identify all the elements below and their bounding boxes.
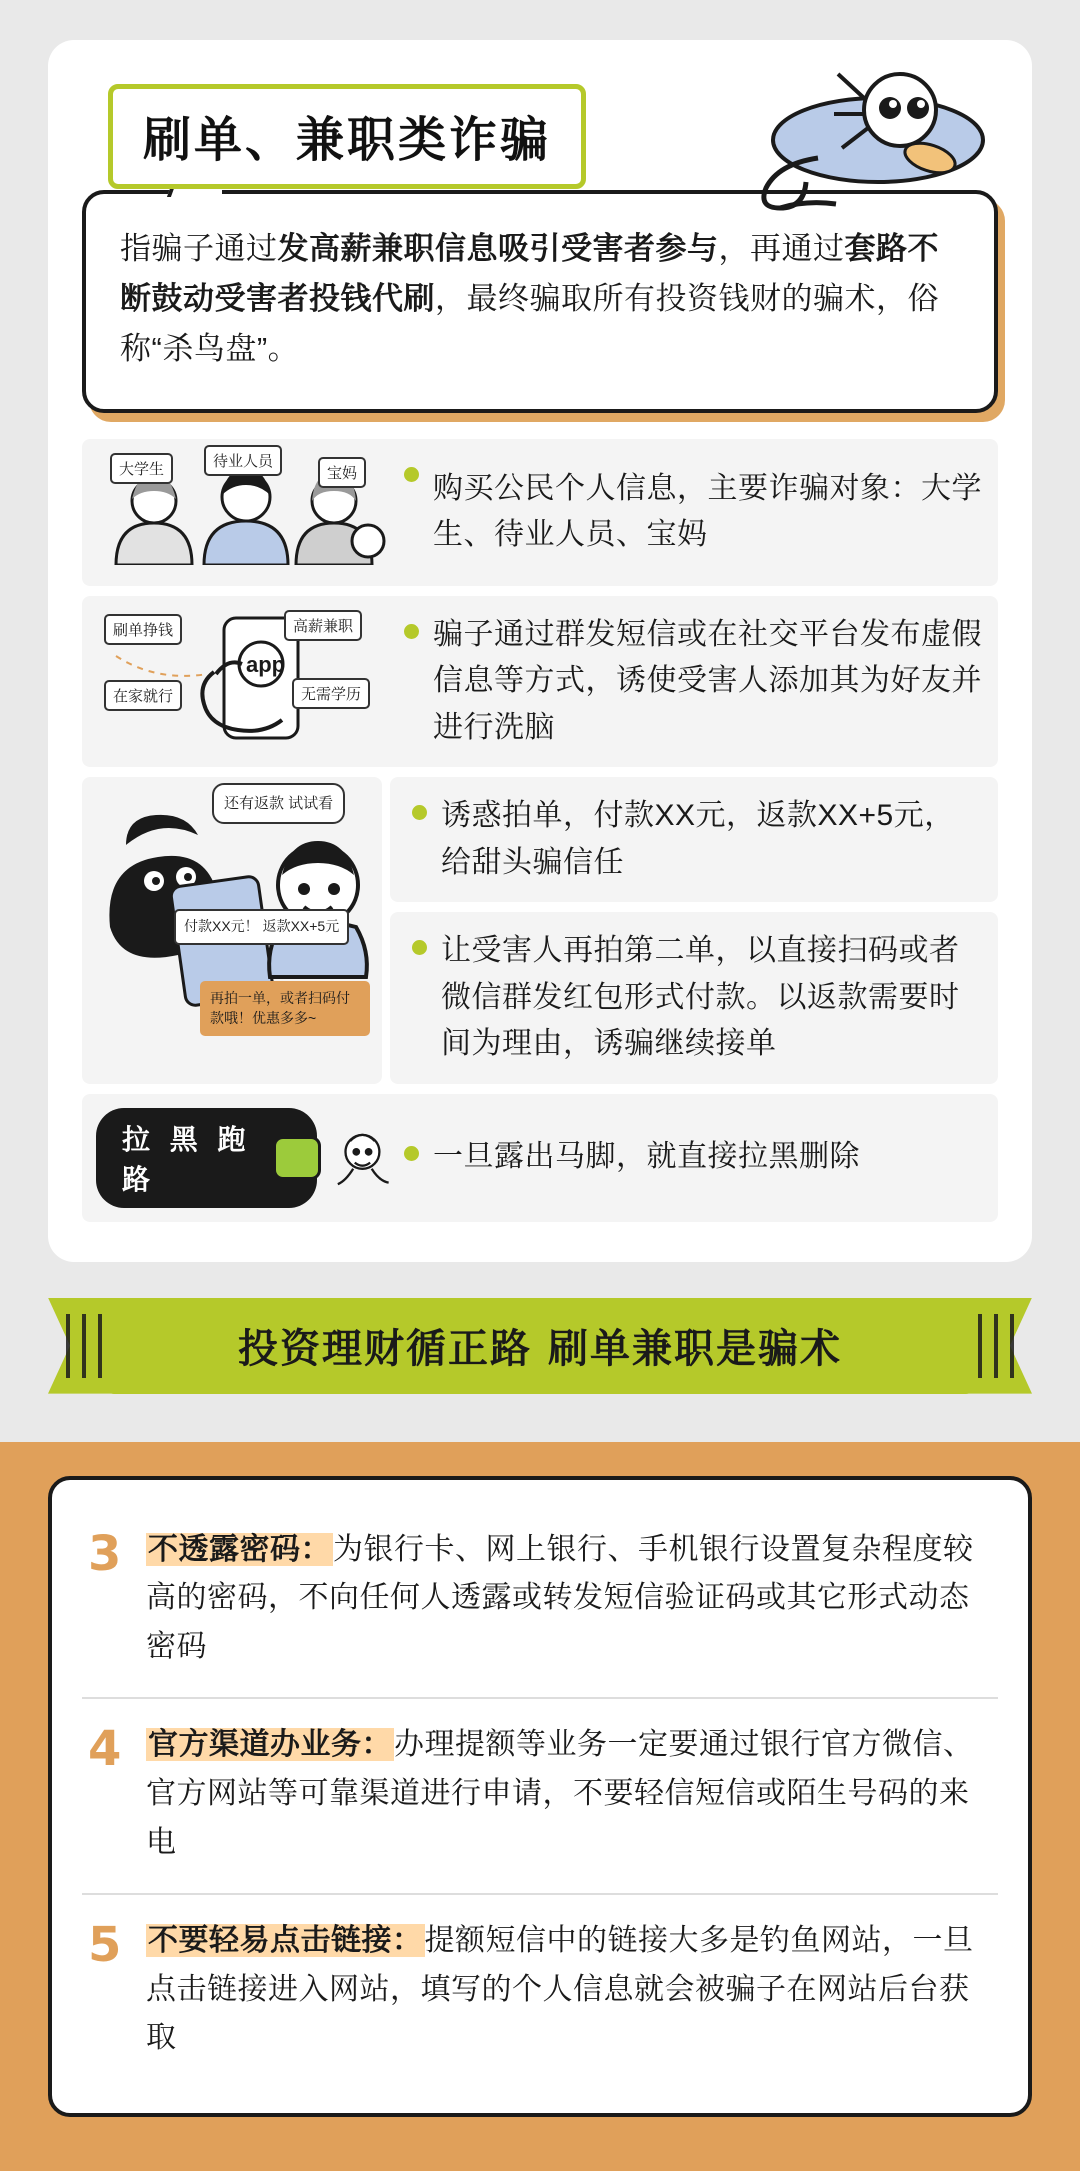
blacklist-row — [82, 1094, 998, 1222]
slogan-box — [108, 1298, 972, 1394]
tip-lead: 官方渠道办业务： — [148, 1728, 392, 1762]
tip-body — [146, 1526, 992, 1672]
tip-body — [146, 1721, 992, 1867]
tag-unemployed: 待业人员 — [204, 445, 282, 476]
three-people-illustration — [96, 452, 396, 570]
tip-number: 5 — [88, 1917, 122, 1974]
step-text-block — [404, 928, 984, 1068]
step-text: 诱惑拍单，付款XX元，返款XX+5元，给甜头骗信任 — [441, 799, 955, 879]
blacklist-label: 拉 黑 跑 路 — [122, 1123, 252, 1195]
definition-seg-5: ，最终骗取所有投资钱财的骗术，俗称“杀鸟盘”。 — [120, 281, 939, 367]
tip-detail: 为银行卡、网上银行、手机银行设置复杂程度较高的密码，不向任何人透露或转发短信验证码或其它形式动态密码 — [146, 1532, 974, 1663]
tip-detail: 提额短信中的链接大多是钓鱼网站，一旦点击链接进入网站，填写的个人信息就会被骗子在网站后台获取 — [146, 1924, 974, 2055]
hand-phone-illustration — [96, 612, 396, 752]
tip-body — [146, 1917, 992, 2063]
slogan-text: 投资理财循正路 刷单兼职是骗术 — [238, 1326, 842, 1373]
tag-college-student: 大学生 — [110, 453, 173, 484]
bullet-dot-icon — [404, 1146, 419, 1161]
bullet-dot-icon — [412, 940, 427, 955]
list-item — [82, 1504, 998, 1700]
tag-work-at-home: 在家就行 — [104, 680, 182, 711]
ribbon-line-3 — [98, 1314, 102, 1378]
list-item — [390, 777, 998, 902]
steps-3-4-group — [82, 777, 998, 1094]
ribbon-line-4 — [1010, 1314, 1014, 1378]
blacklist-illustration — [96, 1108, 396, 1208]
bullet-dot-icon — [404, 467, 419, 482]
prevention-tips-section — [0, 1442, 1080, 2171]
tips-card — [48, 1476, 1032, 2117]
running-thief-icon — [327, 1120, 396, 1196]
list-item — [390, 912, 998, 1084]
tip-lead: 不透露密码： — [148, 1532, 331, 1566]
definition-text — [120, 224, 960, 375]
phone-app-label: app — [246, 651, 286, 677]
tag-no-degree: 无需学历 — [292, 678, 370, 709]
step-text: 让受害人再拍第二单，以直接扫码或者微信群发红包形式付款。以返款需要时间为理由，诱骗继续接单 — [441, 934, 960, 1061]
step-text: 骗子通过群发短信或在社交平台发布虚假信息等方式，诱使受害人添加其为好友并进行洗脑 — [433, 617, 982, 744]
definition-seg-4: 套路不断鼓动受害者投钱代刷 — [120, 231, 939, 317]
tip-lead: 不要轻易点击链接： — [148, 1924, 423, 1958]
list-item — [82, 596, 998, 768]
list-item — [82, 1895, 998, 2089]
tag-brush-order-earn: 刷单挣钱 — [104, 614, 182, 645]
header-row — [82, 70, 998, 186]
page-title-box — [108, 84, 586, 189]
tip-number: 4 — [88, 1721, 122, 1778]
blacklist-pill — [96, 1108, 317, 1208]
step-text-block — [396, 455, 984, 570]
ribbon-line-2 — [82, 1314, 86, 1378]
definition-seg-1: 指骗子通过 — [120, 231, 278, 266]
ribbon-line-1 — [66, 1314, 70, 1378]
megaphone-person-icon — [668, 62, 998, 212]
tag-second-order-qr: 再拍一单，或者扫码付款哦！优惠多多~ — [200, 981, 370, 1036]
scam-intro-card — [48, 40, 1032, 1262]
steps-3-4-texts — [382, 777, 998, 1094]
step-text-block — [404, 793, 984, 886]
tip-detail: 办理提额等业务一定要通过银行官方微信、官方网站等可靠渠道进行申请，不要轻信短信或陌生号码的来电 — [146, 1728, 974, 1859]
definition-seg-2: 发高薪兼职信息吸引受害者参与 — [277, 231, 719, 266]
bullet-dot-icon — [412, 805, 427, 820]
slogan-banner — [48, 1288, 1032, 1408]
tag-still-refund: 还有返款 试试看 — [212, 783, 345, 824]
ribbon-line-6 — [978, 1314, 982, 1378]
step-text-block — [396, 1134, 984, 1181]
ribbon-line-5 — [994, 1314, 998, 1378]
page-title: 刷单、兼职类诈骗 — [143, 112, 552, 168]
tag-high-pay-parttime: 高薪兼职 — [284, 610, 362, 641]
scammer-chat-illustration — [82, 777, 382, 1084]
list-item — [82, 439, 998, 586]
angry-face-icon — [273, 1136, 321, 1180]
bubble-tail-cover — [174, 189, 222, 199]
list-item — [82, 1699, 998, 1895]
definition-seg-3: ，再通过 — [718, 231, 845, 266]
definition-bubble — [82, 190, 998, 413]
tag-payment-amounts: 付款XX元！ 返款XX+5元 — [174, 909, 349, 945]
tip-number: 3 — [88, 1525, 122, 1582]
tag-stay-home-mom: 宝妈 — [318, 457, 366, 488]
step-text: 购买公民个人信息，主要诈骗对象：大学生、待业人员、宝妈 — [433, 471, 982, 552]
step-text-block — [396, 612, 984, 752]
blacklist-text: 一旦露出马脚，就直接拉黑删除 — [433, 1140, 860, 1174]
bullet-dot-icon — [404, 624, 419, 639]
scam-steps-list — [82, 439, 998, 1222]
